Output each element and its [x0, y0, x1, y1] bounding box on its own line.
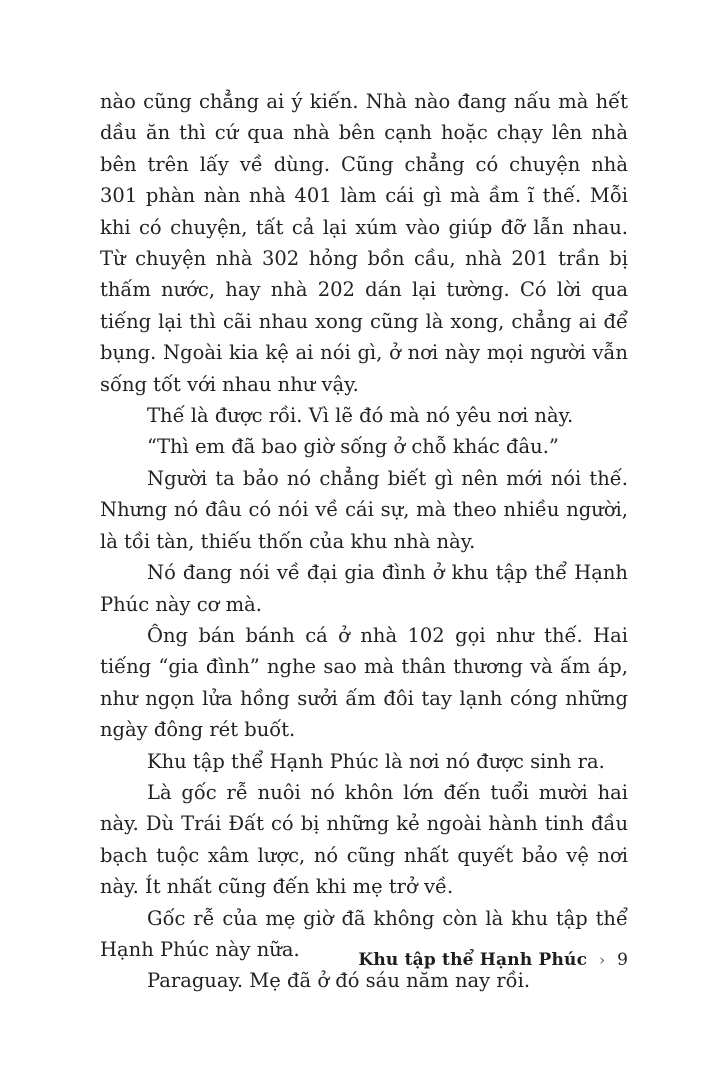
- paragraph: Gốc rễ của mẹ giờ đã không còn là khu tập thể Hạnh Phúc này nữa.: [100, 906, 628, 961]
- footer-page-number: 9: [617, 950, 628, 970]
- paragraph: “Thì em đã bao giờ sống ở chỗ khác đâu.”: [147, 435, 559, 459]
- paragraph: Người ta bảo nó chẳng biết gì nên mới nói thế. Nhưng nó đâu có nói về cái sự, mà theo nhiều người, là tồi tàn, thiếu thốn của khu nhà này.: [100, 466, 628, 553]
- paragraph: Là gốc rễ nuôi nó khôn lớn đến tuổi mười hai này. Dù Trái Đất có bị những kẻ ngoài hành tinh đầu bạch tuộc xâm lược, nó cũng nhất quyết bảo vệ nơi này. Ít nhất cũng đến khi mẹ trở về.: [100, 780, 628, 899]
- paragraph: Thế là được rồi. Vì lẽ đó mà nó yêu nơi này.: [147, 404, 574, 428]
- footer-separator-icon: ›: [599, 951, 606, 969]
- paragraph: nào cũng chẳng ai ý kiến. Nhà nào đang nấu mà hết dầu ăn thì cứ qua nhà bên cạnh hoặc chạy lên nhà bên trên lấy về dùng. Cũng chẳng có chuyện nhà 301 phàn nàn nhà 401 làm cái gì mà ầm ĩ thế. Mỗi khi có chuyện, tất cả lại xúm vào giúp đỡ lẫn nhau. Từ chuyện nhà 302 hỏng bồn cầu, nhà 201 trần bị thấm nước, hay nhà 202 dán lại tường. Có lời qua tiếng lại thì cãi nhau xong cũng là xong, chẳng ai để bụng. Ngoài kia kệ ai nói gì, ở nơi này mọi người vẫn sống tốt với nhau như vậy.: [100, 90, 628, 396]
- paragraph: Khu tập thể Hạnh Phúc là nơi nó được sinh ra.: [147, 749, 605, 773]
- paragraph: Nó đang nói về đại gia đình ở khu tập thể Hạnh Phúc này cơ mà.: [100, 561, 628, 616]
- body-text: [100, 86, 628, 997]
- page-footer: [100, 950, 628, 970]
- paragraph: Paraguay. Mẹ đã ở đó sáu năm nay rồi.: [147, 969, 531, 993]
- paragraph: Ông bán bánh cá ở nhà 102 gọi như thế. Hai tiếng “gia đình” nghe sao mà thân thương và ấm áp, như ngọn lửa hồng sưởi ấm đôi tay lạnh cóng những ngày đông rét buốt.: [100, 623, 628, 742]
- footer-book-title: Khu tập thể Hạnh Phúc: [358, 950, 588, 970]
